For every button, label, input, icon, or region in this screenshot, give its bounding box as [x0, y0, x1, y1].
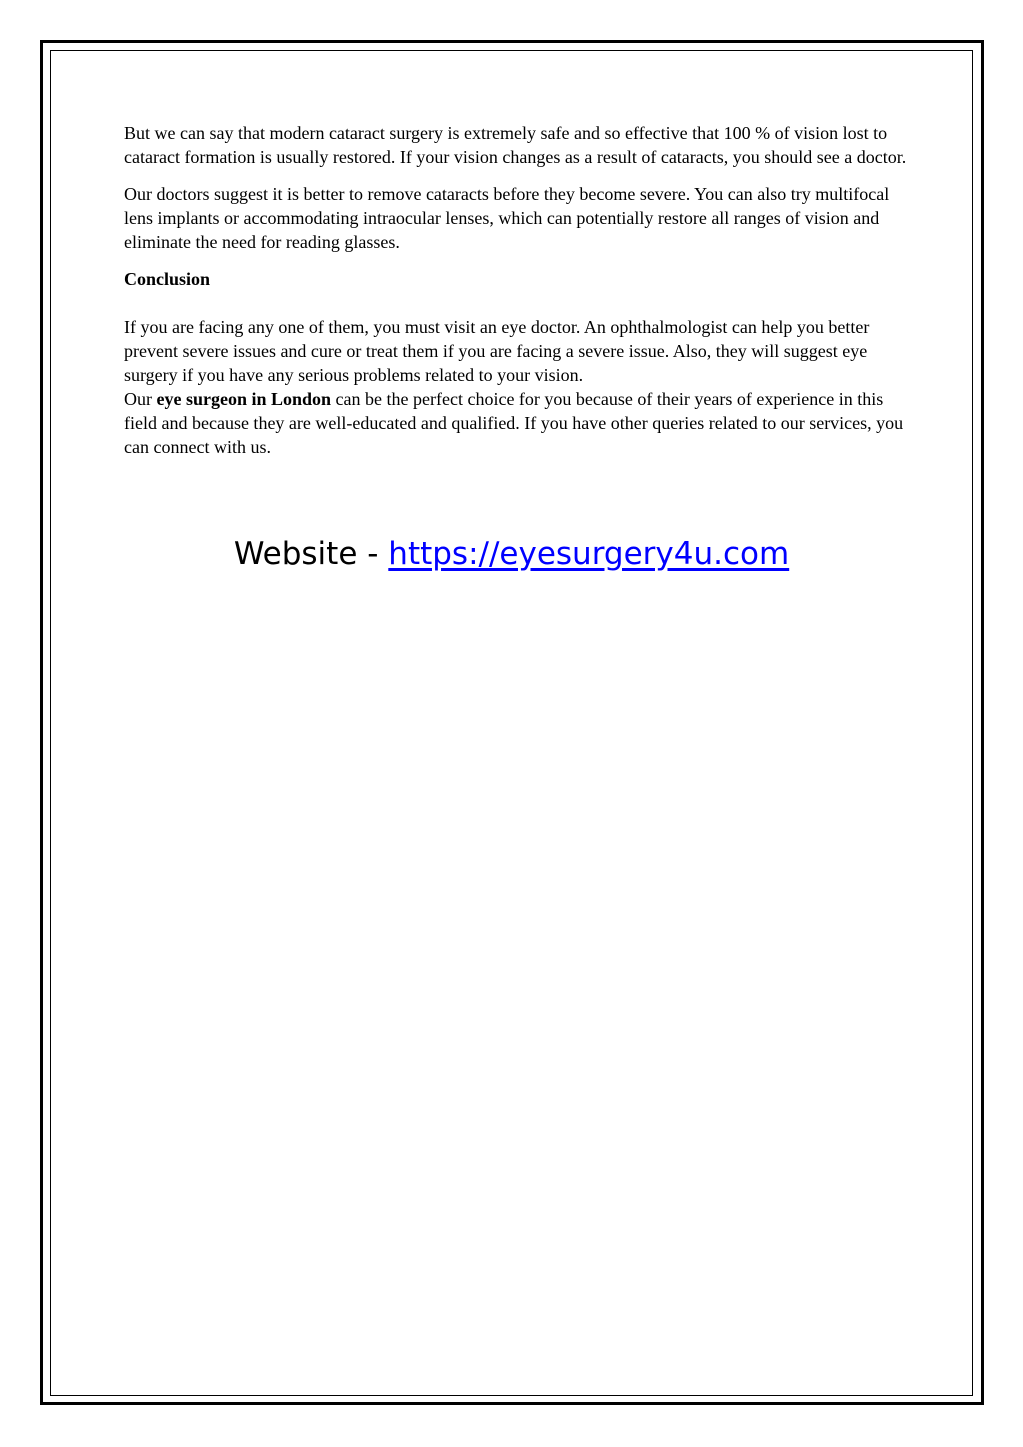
paragraph-cataract-surgery: But we can say that modern cataract surgery is extremely safe and so effective that 100 % of vision lost to cataract formation is usually restored. If your vision changes as a result of cataracts, you should see a doctor. [124, 123, 907, 167]
website-label: Website - [233, 536, 389, 572]
paragraph-conclusion: If you are facing any one of them, you must visit an eye doctor. An ophthalmologist can help you better prevent severe issues and cure or treat them if you are facing a severe issue. Also, they will suggest eye surgery if you have any serious problems related to your vision. [124, 317, 870, 385]
paragraph-eye-surgeon-suffix: can be the perfect choice for you because of their years of experience in this field and because they are well-educated and qualified. If you have other queries related to our services, you can connect with us. [124, 389, 904, 457]
eye-surgeon-london-bold: eye surgeon in London [156, 389, 332, 409]
paragraph-eye-surgeon-prefix: Our [124, 389, 157, 409]
paragraph-eye-surgeon [124, 387, 914, 459]
document-body [124, 121, 914, 459]
paragraph-doctors-suggest: Our doctors suggest it is better to remove cataracts before they become severe. You can also try multifocal lens implants or accommodating intraocular lenses, which can potentially restore all ranges of vision and eliminate the need for reading glasses. [124, 184, 890, 252]
website-link[interactable]: https://eyesurgery4u.com [388, 536, 790, 572]
website-line [0, 533, 1023, 575]
conclusion-heading: Conclusion [124, 269, 211, 289]
